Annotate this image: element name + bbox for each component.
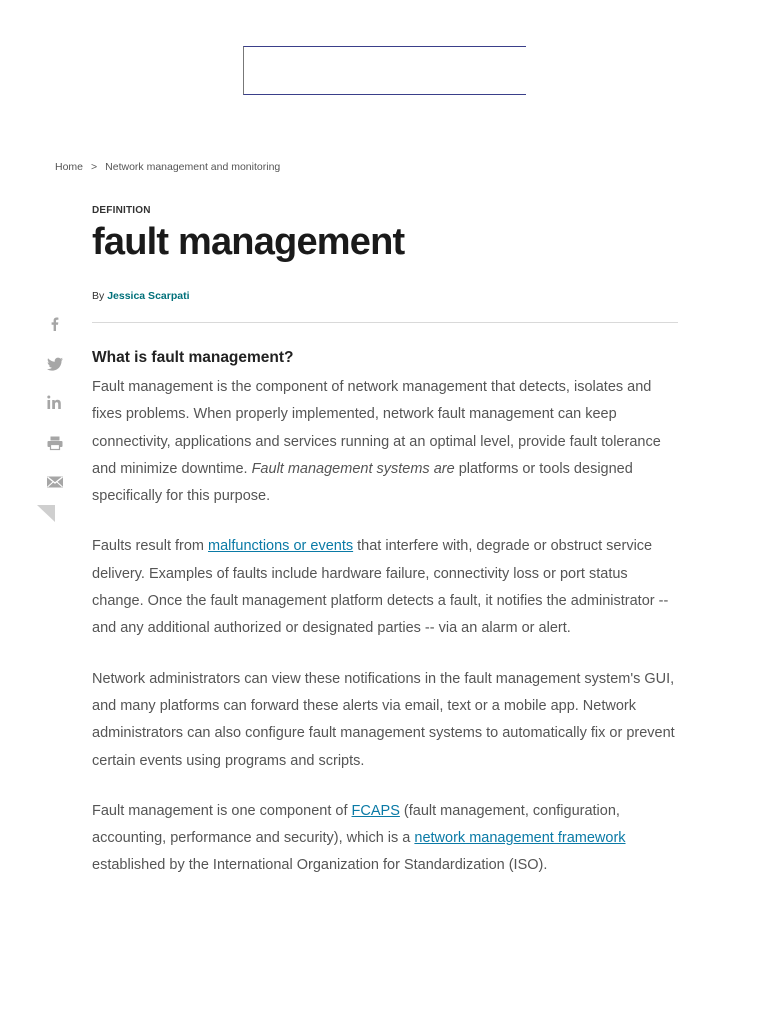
- article-kicker: DEFINITION: [92, 205, 151, 216]
- print-icon: [46, 434, 64, 452]
- p1-italic: Fault management systems are: [251, 460, 455, 477]
- ad-banner[interactable]: [243, 46, 526, 95]
- share-toggle-icon[interactable]: [37, 505, 55, 522]
- twitter-icon: [46, 355, 64, 373]
- p4-after: established by the International Organization for Standardization (ISO).: [92, 857, 548, 874]
- share-facebook-button[interactable]: [38, 310, 72, 350]
- breadcrumb-separator: >: [91, 161, 98, 173]
- paragraph-3: Network administrators can view these notifications in the fault management system's GUI, and many platforms can forward these alerts via email, text or a mobile app. Network administrators can also configure fault management systems to automatically fix or prevent certain events using programs and scripts.: [92, 670, 675, 769]
- byline: [92, 289, 678, 303]
- page-title: fault management: [92, 221, 405, 263]
- section-heading: What is fault management?: [92, 349, 294, 366]
- facebook-icon: [46, 315, 64, 333]
- paragraph-1: [92, 374, 678, 510]
- share-email-button[interactable]: [38, 468, 72, 508]
- share-twitter-button[interactable]: [38, 350, 72, 390]
- divider: [92, 322, 678, 323]
- breadcrumb-current-link[interactable]: Network management and monitoring: [105, 161, 281, 173]
- author-link[interactable]: Jessica Scarpati: [107, 290, 190, 302]
- p2-before: Faults result from: [92, 538, 209, 555]
- email-icon: [46, 473, 64, 491]
- article: [92, 204, 678, 880]
- breadcrumb: [55, 161, 280, 173]
- p4-middle: (fault management, configuration, accounting, performance and security), which is a: [92, 802, 620, 847]
- paragraph-2: [92, 533, 678, 642]
- malfunctions-link[interactable]: malfunctions or events: [208, 538, 354, 555]
- breadcrumb-home-link[interactable]: Home: [55, 161, 84, 173]
- p1-text: Fault management is the component of network management that detects, isolates and fixes problems. When properly implemented, network fault management can keep connectivity, applications and services running at an optimal level, provide fault tolerance and minimize downtime.: [92, 379, 661, 477]
- share-bar: [38, 310, 72, 508]
- linkedin-icon: [46, 394, 64, 412]
- p4-before: Fault management is one component of: [92, 802, 352, 819]
- share-linkedin-button[interactable]: [38, 389, 72, 429]
- byline-prefix: By: [92, 290, 105, 302]
- p1-tail: platforms or tools designed specifically for this purpose.: [92, 460, 633, 505]
- network-management-framework-link[interactable]: network management framework: [414, 830, 626, 847]
- fcaps-link[interactable]: FCAPS: [351, 802, 400, 819]
- paragraph-4: [92, 798, 678, 880]
- p2-after: that interfere with, degrade or obstruct service delivery. Examples of faults include hardware failure, connectivity loss or port status change. Once the fault management platform detects a fault, it notifies the administrator -- and any additional authorized or designated parties -- via an alarm or alert.: [92, 538, 669, 637]
- print-button[interactable]: [38, 429, 72, 469]
